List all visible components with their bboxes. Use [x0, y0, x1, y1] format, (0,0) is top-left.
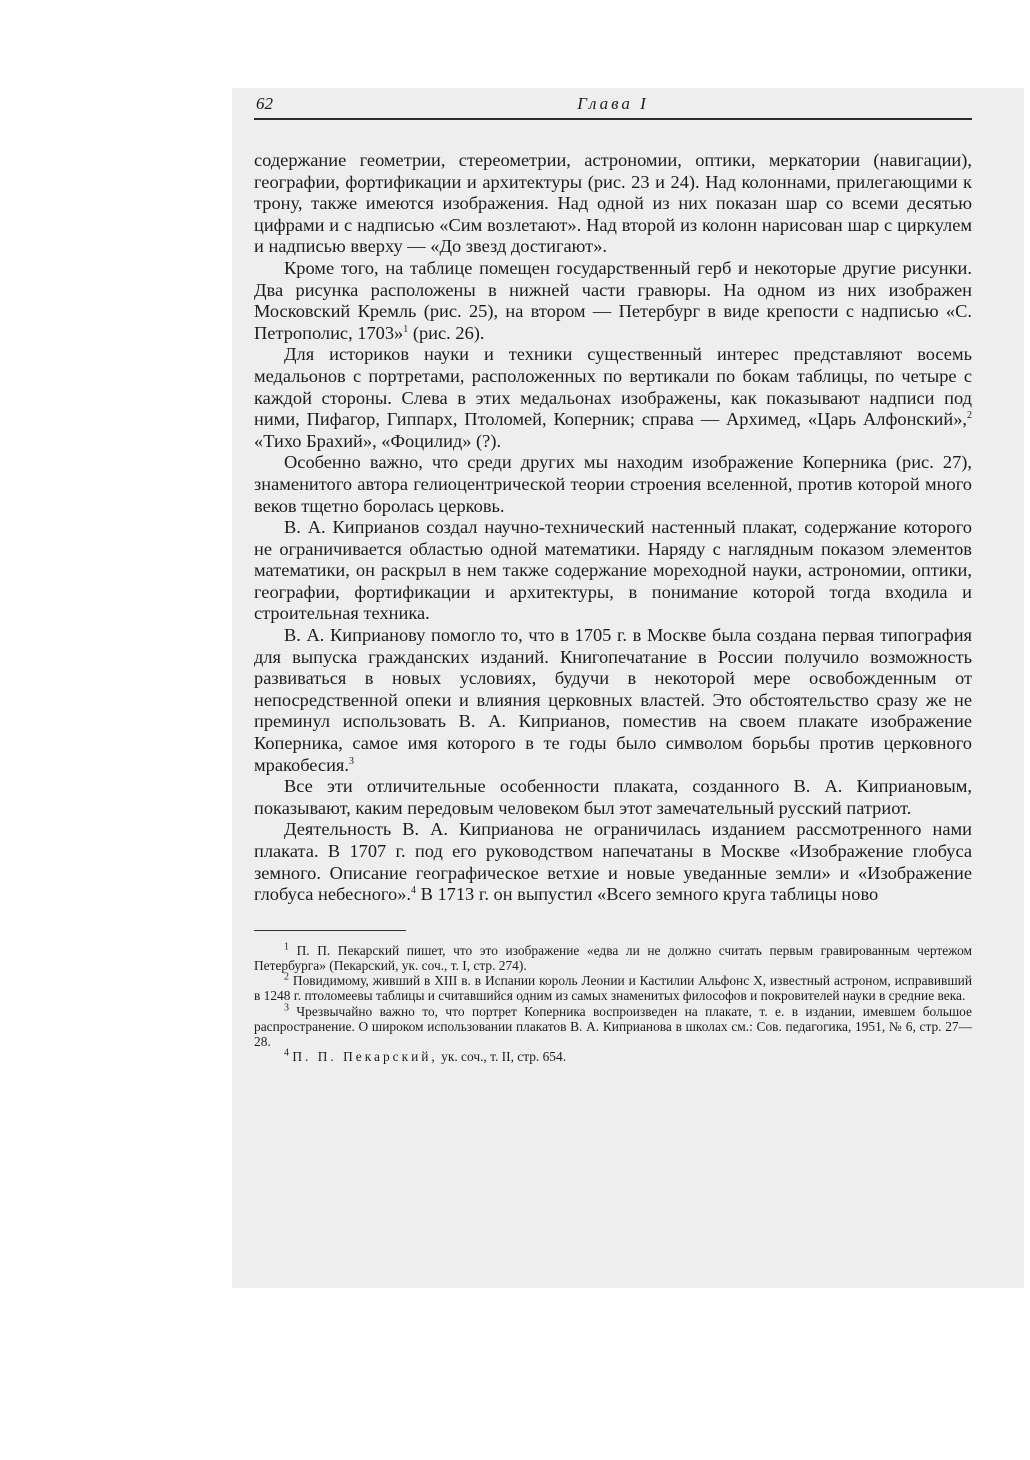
paragraph: содержание геометрии, стереометрии, астрономии, оптики, меркатории (навигации), географии, фортификации и архитектуры (рис. 23 и 24). Над колоннами, прилегающими к трону, также имеются изображения. Над одной из них показан шар со всеми десятью цифрами и с надписью «Сим возлетают». Над второй из колонн нарисован шар с циркулем и надписью вверху — «До звезд достигают». — [254, 150, 972, 257]
footnote: $^3$ Чрезвычайно важно то, что портрет Коперника воспроизведен на плакате, т. е. в издании, имевшем большое распространение. О широком использовании плакатов В. А. Киприанова в школах см.: Сов. педагогика, 1951, № 6, стр. 27—28. — [254, 1002, 972, 1049]
footnote: $^4$ П. П. Пекарский, ук. соч., т. II, стр. 654. — [284, 1047, 567, 1065]
paragraph: Для историков науки и техники существенный интерес представляют восемь медальонов с портретами, расположенных по вертикали по бокам таблицы, по четыре с каждой стороны. Слева в этих медальонах изображены, как показывают надписи под ними, Пифагор, Гиппарх, Птоломей, Коперник; справа — Архимед, «Царь Алфонский»,$^2$ «Тихо Брахий», «Фоцилид» (?). — [254, 344, 972, 451]
paragraph: Все эти отличительные особенности плаката, созданного В. А. Киприановым, показывают, каким передовым человеком был этот замечательный русский патриот. — [254, 776, 972, 818]
footnote: $^2$ Повидимому, живший в XIII в. в Испании король Леонии и Кастилии Альфонс X, известный астроном, исправивший в 1248 г. птоломеевы таблицы и считавшийся одним из самых знаменитых философов и покровителей науки в средние века. — [254, 971, 972, 1004]
paragraph: В. А. Киприанову помогло то, что в 1705 г. в Москве была создана первая типография для выпуска гражданских изданий. Книгопечатание в России получило возможность развиваться в новых условиях, будучи в некоторой мере освобожденным от непосредственной опеки и влияния церковных властей. Это обстоятельство сразу же не преминул использовать В. А. Киприанов, поместив на своем плакате изображение Коперника, самое имя которого в те годы было символом борьбы против церковного мракобесия.$^3$ — [254, 625, 972, 775]
chapter-title: Глава I — [577, 94, 649, 113]
footnote-ref: 1 — [403, 323, 409, 335]
main-text — [254, 150, 972, 906]
footnotes — [254, 943, 972, 1065]
paragraph: Деятельность В. А. Киприанова не ограничилась изданием рассмотренного нами плаката. В 1707 г. под его руководством напечатаны в Москве «Изображение глобуса земного. Описание географическое ветхие и новые уведанные земли» и «Изображение глобуса небесного».$^4$ В 1713 г. он выпустил «Всего земного круга таблицы ново — [254, 819, 972, 905]
footnote-ref: 3 — [349, 755, 354, 767]
book-page — [254, 92, 972, 1064]
paragraph: В. А. Киприанов создал научно-технический настенный плакат, содержание которого не ограничивается областью одной математики. Наряду с наглядным показом элементов математики, он раскрыл в нем также содержание мореходной науки, астрономии, оптики, географии, фортификации и архитектуры, в понимание которой тогда входила и строительная техника. — [254, 517, 972, 624]
paragraph: Кроме того, на таблице помещен государственный герб и некоторые другие рисунки. Два рисунка расположены в нижней части гравюры. На одном из них изображен Московский Кремль (рис. 25), на втором — Петербург в виде крепости с надписью «С. Петрополис, 1703»$^1$ (рис. 26). — [254, 257, 972, 343]
footnote-separator — [254, 930, 406, 931]
footnote-author: П. П. Пекарский, — [292, 1049, 438, 1065]
running-head — [254, 92, 972, 120]
footnote-ref: 2 — [967, 410, 972, 421]
footnote: $^1$ П. П. Пекарский пишет, что это изображение «едва ли не должно считать первым гравированным чертежом Петербурга» (Пекарский, ук. соч., т. I, стр. 274). — [254, 941, 972, 973]
footnote-ref: 4 — [411, 885, 416, 897]
page-number: 62 — [256, 94, 273, 113]
paragraph: Особенно важно, что среди других мы находим изображение Коперника (рис. 27), знаменитого автора гелиоцентрической теории строения вселенной, против которой много веков тщетно боролась церковь. — [254, 452, 972, 516]
